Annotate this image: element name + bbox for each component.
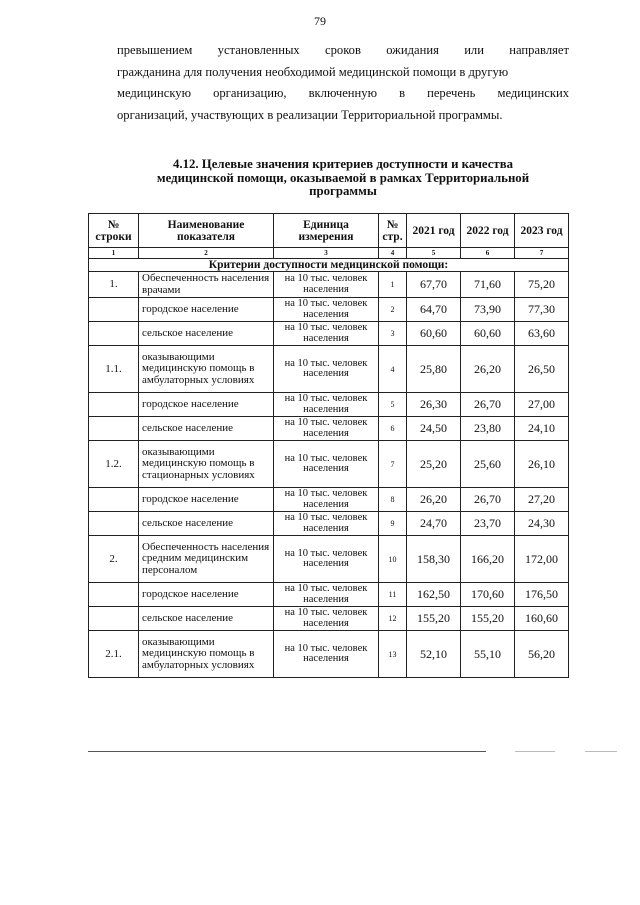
table-row [89, 488, 569, 512]
column-index: 1 [89, 248, 139, 259]
table-row [89, 393, 569, 417]
footer-rule [515, 751, 555, 752]
unit-cell: на 10 тыс. человек населения [274, 441, 379, 488]
table-row [89, 441, 569, 488]
column-index: 3 [274, 248, 379, 259]
value-2022-cell: 60,60 [461, 322, 515, 346]
indicator-name-cell: сельское население [139, 512, 274, 536]
column-index: 4 [379, 248, 407, 259]
column-index: 5 [407, 248, 461, 259]
indicator-name-cell: городское население [139, 393, 274, 417]
str-number-cell: 11 [379, 583, 407, 607]
value-2022-cell: 26,70 [461, 393, 515, 417]
table-row [89, 631, 569, 678]
indicator-name-cell: Обеспеченность населения врачами [139, 272, 274, 298]
table-row [89, 583, 569, 607]
value-2021-cell: 162,50 [407, 583, 461, 607]
header-year-2021: 2021 год [407, 214, 461, 248]
value-2023-cell: 176,50 [515, 583, 569, 607]
unit-cell: на 10 тыс. человек населения [274, 272, 379, 298]
indicator-name-cell: сельское население [139, 417, 274, 441]
str-number-cell: 2 [379, 298, 407, 322]
str-number-cell: 4 [379, 346, 407, 393]
row-number-cell: 1.2. [89, 441, 139, 488]
value-2022-cell: 170,60 [461, 583, 515, 607]
row-number-cell: 2. [89, 536, 139, 583]
indicator-name-cell: Обеспеченность населения средним медицинским персоналом [139, 536, 274, 583]
table-row [89, 322, 569, 346]
value-2023-cell: 56,20 [515, 631, 569, 678]
value-2023-cell: 24,30 [515, 512, 569, 536]
header-unit: Единица измерения [274, 214, 379, 248]
section-row [89, 259, 569, 272]
indicator-name-cell: сельское население [139, 607, 274, 631]
intro-line: медицинскую организацию, включенную в перечень медицинских [117, 86, 569, 100]
value-2021-cell: 26,30 [407, 393, 461, 417]
table-row [89, 607, 569, 631]
value-2022-cell: 73,90 [461, 298, 515, 322]
row-number-cell [89, 488, 139, 512]
row-number-cell: 1.1. [89, 346, 139, 393]
str-number-cell: 1 [379, 272, 407, 298]
intro-line: превышением установленных сроков ожидания или направляет [117, 43, 569, 57]
value-2022-cell: 23,80 [461, 417, 515, 441]
str-number-cell: 12 [379, 607, 407, 631]
value-2021-cell: 26,20 [407, 488, 461, 512]
section-title [117, 158, 569, 199]
row-number-cell: 1. [89, 272, 139, 298]
str-number-cell: 9 [379, 512, 407, 536]
unit-cell: на 10 тыс. человек населения [274, 631, 379, 678]
footer-rule [88, 751, 486, 752]
value-2021-cell: 67,70 [407, 272, 461, 298]
unit-cell: на 10 тыс. человек населения [274, 512, 379, 536]
str-number-cell: 10 [379, 536, 407, 583]
indicator-name-cell: сельское население [139, 322, 274, 346]
table-row [89, 346, 569, 393]
value-2022-cell: 26,70 [461, 488, 515, 512]
intro-line: организаций, участвующих в реализации Территориальной программы. [117, 107, 503, 122]
indicator-name-cell: городское население [139, 298, 274, 322]
indicator-name-cell: оказывающими медицинскую помощь в стационарных условиях [139, 441, 274, 488]
section-title-line: программы [309, 184, 377, 198]
value-2022-cell: 71,60 [461, 272, 515, 298]
page-number: 79 [314, 14, 326, 28]
table-row [89, 272, 569, 298]
value-2023-cell: 27,20 [515, 488, 569, 512]
row-number-cell [89, 583, 139, 607]
table-row [89, 536, 569, 583]
value-2023-cell: 77,30 [515, 298, 569, 322]
column-index: 7 [515, 248, 569, 259]
value-2023-cell: 160,60 [515, 607, 569, 631]
section-row-label: Критерии доступности медицинской помощи: [89, 259, 569, 272]
unit-cell: на 10 тыс. человек населения [274, 607, 379, 631]
value-2023-cell: 63,60 [515, 322, 569, 346]
header-year-2022: 2022 год [461, 214, 515, 248]
value-2021-cell: 158,30 [407, 536, 461, 583]
row-number-cell [89, 607, 139, 631]
header-year-2023: 2023 год [515, 214, 569, 248]
table-row [89, 512, 569, 536]
row-number-cell [89, 393, 139, 417]
value-2021-cell: 155,20 [407, 607, 461, 631]
str-number-cell: 3 [379, 322, 407, 346]
row-number-cell [89, 322, 139, 346]
value-2021-cell: 25,80 [407, 346, 461, 393]
value-2021-cell: 60,60 [407, 322, 461, 346]
unit-cell: на 10 тыс. человек населения [274, 393, 379, 417]
header-str-number: № стр. [379, 214, 407, 248]
str-number-cell: 13 [379, 631, 407, 678]
str-number-cell: 6 [379, 417, 407, 441]
value-2023-cell: 26,50 [515, 346, 569, 393]
table-header-row [89, 214, 569, 248]
value-2022-cell: 23,70 [461, 512, 515, 536]
value-2022-cell: 25,60 [461, 441, 515, 488]
unit-cell: на 10 тыс. человек населения [274, 298, 379, 322]
header-indicator-name: Наименование показателя [139, 214, 274, 248]
str-number-cell: 8 [379, 488, 407, 512]
row-number-cell [89, 512, 139, 536]
value-2022-cell: 155,20 [461, 607, 515, 631]
value-2023-cell: 27,00 [515, 393, 569, 417]
str-number-cell: 5 [379, 393, 407, 417]
indicator-name-cell: городское население [139, 583, 274, 607]
intro-line: гражданина для получения необходимой медицинской помощи в другую [117, 64, 509, 79]
footer-rule [585, 751, 617, 752]
value-2023-cell: 24,10 [515, 417, 569, 441]
value-2021-cell: 24,50 [407, 417, 461, 441]
str-number-cell: 7 [379, 441, 407, 488]
value-2021-cell: 24,70 [407, 512, 461, 536]
value-2023-cell: 75,20 [515, 272, 569, 298]
value-2023-cell: 26,10 [515, 441, 569, 488]
unit-cell: на 10 тыс. человек населения [274, 346, 379, 393]
value-2022-cell: 55,10 [461, 631, 515, 678]
unit-cell: на 10 тыс. человек населения [274, 583, 379, 607]
header-row-number: № строки [89, 214, 139, 248]
unit-cell: на 10 тыс. человек населения [274, 417, 379, 441]
table-row [89, 298, 569, 322]
value-2022-cell: 166,20 [461, 536, 515, 583]
value-2021-cell: 52,10 [407, 631, 461, 678]
row-number-cell: 2.1. [89, 631, 139, 678]
value-2021-cell: 25,20 [407, 441, 461, 488]
value-2021-cell: 64,70 [407, 298, 461, 322]
column-index: 2 [139, 248, 274, 259]
row-number-cell [89, 417, 139, 441]
value-2022-cell: 26,20 [461, 346, 515, 393]
indicator-name-cell: городское население [139, 488, 274, 512]
indicator-name-cell: оказывающими медицинскую помощь в амбулаторных условиях [139, 346, 274, 393]
criteria-table [88, 213, 569, 678]
table-row [89, 417, 569, 441]
section-title-line: медицинской помощи, оказываемой в рамках Территориальной [156, 170, 530, 185]
unit-cell: на 10 тыс. человек населения [274, 488, 379, 512]
unit-cell: на 10 тыс. человек населения [274, 322, 379, 346]
column-index: 6 [461, 248, 515, 259]
indicator-name-cell: оказывающими медицинскую помощь в амбулаторных условиях [139, 631, 274, 678]
unit-cell: на 10 тыс. человек населения [274, 536, 379, 583]
column-index-row [89, 248, 569, 259]
row-number-cell [89, 298, 139, 322]
value-2023-cell: 172,00 [515, 536, 569, 583]
section-title-line: 4.12. Целевые значения критериев доступности и качества [172, 157, 514, 171]
intro-paragraph [117, 40, 569, 126]
